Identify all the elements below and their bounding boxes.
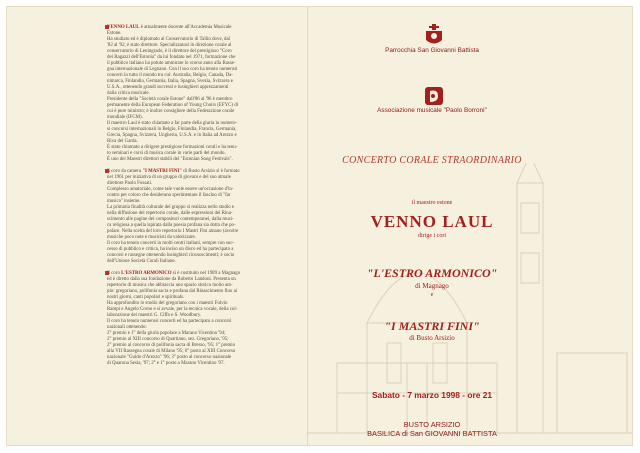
choir-estro-armonico: "L'ESTRO ARMONICO" [366,266,498,280]
text-span: contro per coloro che desiderano sperimentare il fascino di "far [107,193,231,198]
highlighted-name: VENNO LAUL [107,25,140,30]
text-span: È stato chiamato a dirigere prestigiose formazioni corali e ha tenu- [107,145,238,150]
text-span: Riva del Garda. [107,139,138,144]
text-span: dalla critica musicale. [107,91,150,96]
text-span: Il coro ha tenuto concerti in molti centri italiani, sempre con suc- [107,241,235,246]
text-span: 2° premio al XIII concorso di Quartiano, sez. Gregoriano, '95; [107,337,229,342]
text-span: direttore Paolo Fossati. [107,181,153,186]
choir-location-busto: di Busto Arsizio [409,334,455,342]
concert-flyer [6,6,633,446]
text-span: Ha approfondito lo studio del gregoriano con i maestri Fulvio [107,301,228,306]
parish-name: Parrocchia San Giovanni Battista [385,47,479,54]
text-span: il pubblico italiano ha potuto ammirare lo scorso anno alla Rasse- [107,61,236,66]
text-span: concerti in tutto il mondo tra cui: Australia, Belgio, Canada, Da- [107,73,233,78]
text-span: gna internazionale di Legnano. Con il suo coro ha tenuto numerosi [107,67,238,72]
intro-text: il maestro estone [411,200,453,206]
association-logo-icon [423,85,445,107]
text-line [107,361,299,367]
text-span: repertorio di musica che abbraccia uno spazio storico molto am- [107,283,233,288]
biography-section [107,271,299,367]
text-span: nazionali ottenendo: [107,325,147,330]
cover-panel [307,7,633,445]
venue-city: BUSTO ARSIZIO [403,420,461,429]
biography-column [107,25,299,373]
text-span: Il coro ha tenuto numerosi concerti ed ha partecipato a concorsi [107,319,232,324]
text-span: Estone. [107,31,122,36]
text-span: scimento alle pagine dei compositori contemporanei, dalla musi- [107,217,234,222]
text-span: cui è pure ministro; è inoltre consigliere della Federazione corale [107,109,235,114]
choir-location-magnago: di Magnago [415,282,449,290]
text-line [107,157,299,163]
text-span: nazionale "Guido d'Arezzo" '96; 3° posto al concorso nazionale [107,355,232,360]
text-span: mondiale (IFCM). [107,115,143,120]
text-span: di Quarona Sesia, '97; 2° e 1° posto a Marano Vicentino '97. [107,361,225,366]
conductor-name: VENNO LAUL [370,212,494,231]
text-span: 2° premio e 1° della giuria popolare a Marano Vicentino '94; [107,331,226,336]
text-span: ca religiosa a quella ispirata dalla poesia profana sia dotta che po- [107,223,236,228]
text-span: musiche poco note e musicisti da valorizzare. [107,235,196,240]
text-span: è attualmente docente all'Accademia Musicale [139,25,232,30]
text-span: nel 1961 per iniziativa di un gruppo di giovani e del suo attuale [107,175,231,180]
text-span: 2° premio al concorso di polifonia sacra di Bresso, '95; 1° premio [107,343,236,348]
text-span: polare. Nella scelta del loro repertorio I Mastri Fini amano (avorire [107,229,239,234]
parish-emblem-icon [423,23,445,47]
choir-mastri-fini: "I MASTRI FINI" [384,319,480,333]
text-span: Il coro [107,271,122,276]
text-span: Presidente della "Società corale Estone" dall'86 al '96 è membro [107,97,233,102]
biography-section [107,169,299,265]
text-span: Ha studiato ed è diplomato al Conservatorio di Tallin dove, dal [107,37,231,42]
highlighted-name: "I MASTRI FINI" [142,169,182,174]
text-span: permanente della European Federation of Young Choirs (EFYC) di [107,103,239,108]
text-span: nella diffusione del repertorio corale, dalle espressioni del Rina- [107,211,233,216]
text-span: alla VII Rassegna corale di Milano '95; 6° posto al XIII Concorso [107,349,236,354]
text-span: nostri giorni, canti popolari e spirituals. [107,295,185,300]
text-span: cesso di pubblico e critica, ha inciso un disco ed ha partecipato a [107,247,234,252]
text-span: dell'Unione Società Corali Italiane. [107,259,176,264]
text-span: Il maestro Laul è stato chiamato a far parte della giuria in numero- [107,121,238,126]
text-span: Complesso amatoriale, come tale vuole essere un'occasione d'in- [107,187,234,192]
highlighted-name: L'ESTRO ARMONICO [121,271,172,276]
text-span: musica" insieme. [107,199,141,204]
text-span: to seminari e corsi di musica corale in varie parti del mondo. [107,151,226,156]
text-span: Grecia, Spagna, Svizzera, Ungheria, U.S.A. e in Italia ad Arezzo e [107,133,237,138]
text-span: laborazione dei maestri G. Ciffo e S. Woodbury. [107,313,202,318]
concert-title: CONCERTO CORALE STRAORDINARIO [342,155,522,166]
text-span: pio: gregoriano, polifonia sacra e profana dal Rinascimento fino ai [107,289,238,294]
text-span: U.S.A., ottenendo grandi successi e lusinghieri apprezzamenti [107,85,229,90]
text-span: dei Ragazzi dell'Estonia" da lui fondato nel 1971, formazione che [107,55,236,60]
text-span: '82 al '92, è stato direttore. Specializzatosi in direzione corale al [107,43,232,48]
concert-date: Sabato - 7 marzo 1998 - ore 21 [371,390,493,400]
text-span: si è costituito nel 1989 a Magnago [171,271,241,276]
text-span: Il coro da camera [107,169,143,174]
text-span: si concorsi internazionali in Belgio, Finlandia, Francia, Germania, [107,127,237,132]
text-span: di Busto Arsizio si è formato [181,169,240,174]
conducts-text: dirige i cori [418,233,446,239]
text-span: La primaria finalità culturale del gruppo si realizza nello studio e [107,205,235,210]
text-span: nimarca, Finlandia, Germania, Italia, Spagna, Svezia, Svizzera e [107,79,233,84]
venue-basilica: BASILICA di San GIOVANNI BATTISTA [367,429,497,438]
text-span: conservatorio di Leningrado, è il direttore del prestigioso "Coro [107,49,232,54]
association-name: Associazione musicale "Paolo Borroni" [377,107,487,114]
text-span: Rampi e Angelo Corno e si avvale, per la tecnica vocale, della col- [107,307,238,312]
biography-section [107,25,299,163]
conjunction-text: e [430,292,434,298]
text-span: ed è diretto dalla sua fondazione da Roberto Landoni. Presenta un [107,277,236,282]
text-span: È uno dei Maestri direttori stabili del "Estonian Song Festivals". [107,157,233,162]
text-span: concorsi e rassegne ottenendo lusinghieri riconoscimenti; è socio [107,253,235,258]
text-line [107,259,299,265]
